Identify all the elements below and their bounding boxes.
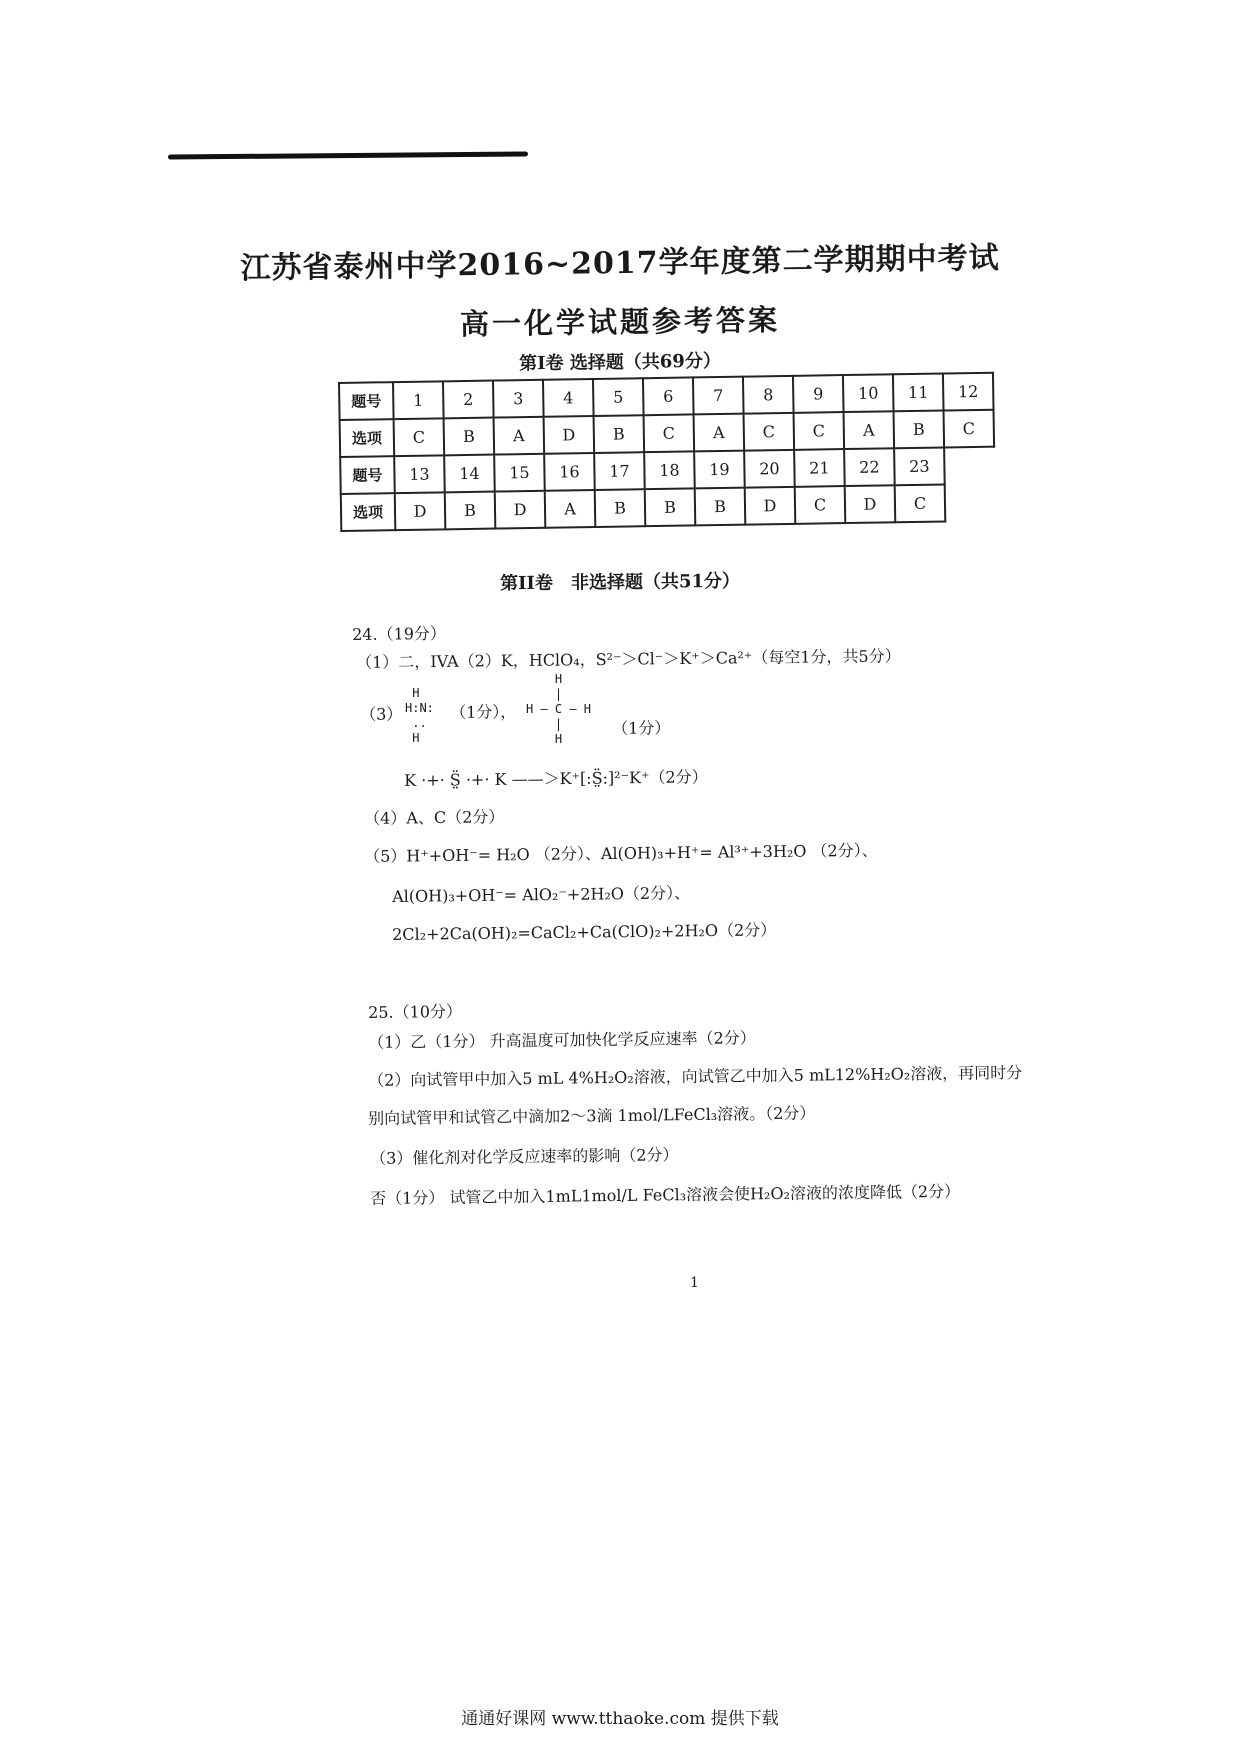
table-cell: D xyxy=(845,485,896,523)
table-cell: C xyxy=(895,484,946,522)
table-cell: 3 xyxy=(493,380,544,418)
table-cell: B xyxy=(894,410,945,448)
table-cell: A xyxy=(694,414,745,452)
answer-table xyxy=(338,372,996,532)
table-cell: A xyxy=(844,411,895,449)
table-cell: 10 xyxy=(843,374,894,412)
table-cell: B xyxy=(595,489,646,527)
q25-title: 25.（10分） xyxy=(368,1001,463,1022)
nh3-score: （1分）， xyxy=(450,702,517,722)
page-number: 1 xyxy=(690,1275,699,1291)
q24-part5-line3: 2Cl₂+2Ca(OH)₂=CaCl₂+Ca(ClO)₂+2H₂O（2分） xyxy=(392,920,777,944)
table-cell: 12 xyxy=(943,373,994,411)
table-cell: C xyxy=(644,414,695,452)
table-cell: 15 xyxy=(494,454,545,492)
table-cell: 18 xyxy=(644,451,695,489)
table-cell: 11 xyxy=(893,373,944,411)
table-cell: C xyxy=(744,413,795,451)
row-label: 选项 xyxy=(341,493,396,531)
table-cell: 20 xyxy=(744,450,795,488)
q24-part5-line1: （5）H⁺+OH⁻= H₂O （2分）、Al(OH)₃+H⁺= Al³⁺+3H₂O （2分）、 xyxy=(364,840,878,866)
table-cell: 8 xyxy=(743,376,794,414)
top-rule xyxy=(168,151,528,159)
table-cell: B xyxy=(444,418,495,456)
table-cell: C xyxy=(394,418,445,456)
row-label: 题号 xyxy=(340,456,395,494)
table-cell: 22 xyxy=(844,448,895,486)
table-cell: 14 xyxy=(444,455,495,493)
table-cell: D xyxy=(395,492,446,530)
part1-heading: 第I卷 选择题（共69分） xyxy=(519,350,722,375)
part2-heading: 第II卷 非选择题（共51分） xyxy=(499,570,741,595)
table-cell: A xyxy=(494,417,545,455)
q25-part3: （3）催化剂对化学反应速率的影响（2分） xyxy=(370,1145,679,1168)
table-cell: D xyxy=(544,416,595,454)
empty-cell xyxy=(944,447,995,485)
table-cell: A xyxy=(545,490,596,528)
table-cell: 7 xyxy=(693,377,744,415)
q25-part1: （1）乙（1分） 升高温度可加快化学反应速率（2分） xyxy=(368,1028,756,1052)
table-cell: 23 xyxy=(894,447,945,485)
document-subtitle: 高一化学试题参考答案 xyxy=(459,302,781,342)
nh3-electron-structure: H H:N: .. H xyxy=(405,686,434,745)
document-title: 江苏省泰州中学2016~2017学年度第二学期期中考试 xyxy=(240,240,1000,287)
table-cell: B xyxy=(594,415,645,453)
table-cell: 1 xyxy=(393,381,444,419)
table-cell: 17 xyxy=(594,452,645,490)
k2s-formation: K ·+· S̤̈ ·+· K ——＞K⁺[:S̤̈:]²⁻K⁺（2分） xyxy=(404,767,708,790)
q24-part5-line2: Al(OH)₃+OH⁻= AlO₂⁻+2H₂O（2分）、 xyxy=(392,883,691,906)
table-cell: C xyxy=(944,410,995,448)
table-cell: 16 xyxy=(544,453,595,491)
ch4-score: （1分） xyxy=(612,718,671,738)
table-cell: 21 xyxy=(794,449,845,487)
footer-credit: 通通好课网 www.tthaoke.com 提供下载 xyxy=(461,1709,779,1729)
q24-part1: （1）二，IVA（2）K，HClO₄，S²⁻＞Cl⁻＞K⁺＞Ca²⁺（每空1分，共5分） xyxy=(356,646,901,672)
table-cell: C xyxy=(794,412,845,450)
table-cell: C xyxy=(795,486,846,524)
table-cell: B xyxy=(695,488,746,526)
table-cell: 4 xyxy=(543,379,594,417)
q25-part2-line1: （2）向试管甲中加入5 mL 4%H₂O₂溶液，向试管乙中加入5 mL12%H₂O₂溶液，再同时分 xyxy=(368,1063,1023,1090)
ch4-structure: H | H — C — H | H xyxy=(526,672,592,746)
q24-part4: （4）A、C（2分） xyxy=(364,807,505,828)
table-cell: 9 xyxy=(793,375,844,413)
table-cell: B xyxy=(645,488,696,526)
table-cell: B xyxy=(445,492,496,530)
q25-part2-line2: 别向试管甲和试管乙中滴加2～3滴 1mol/LFeCl₃溶液。（2分） xyxy=(368,1103,816,1128)
q25-part4: 否（1分） 试管乙中加入1mL1mol/L FeCl₃溶液会使H₂O₂溶液的浓度降低（2分） xyxy=(370,1181,961,1208)
table-cell: D xyxy=(495,491,546,529)
table-cell: D xyxy=(745,487,796,525)
table-cell: 6 xyxy=(643,377,694,415)
row-label: 题号 xyxy=(339,382,394,420)
empty-cell xyxy=(945,484,996,522)
q24-title: 24.（19分） xyxy=(352,623,447,644)
q24-part3-label: （3） xyxy=(360,704,403,724)
table-cell: 2 xyxy=(443,381,494,419)
table-cell: 19 xyxy=(694,451,745,489)
row-label: 选项 xyxy=(340,419,395,457)
table-cell: 13 xyxy=(394,455,445,493)
table-cell: 5 xyxy=(593,378,644,416)
